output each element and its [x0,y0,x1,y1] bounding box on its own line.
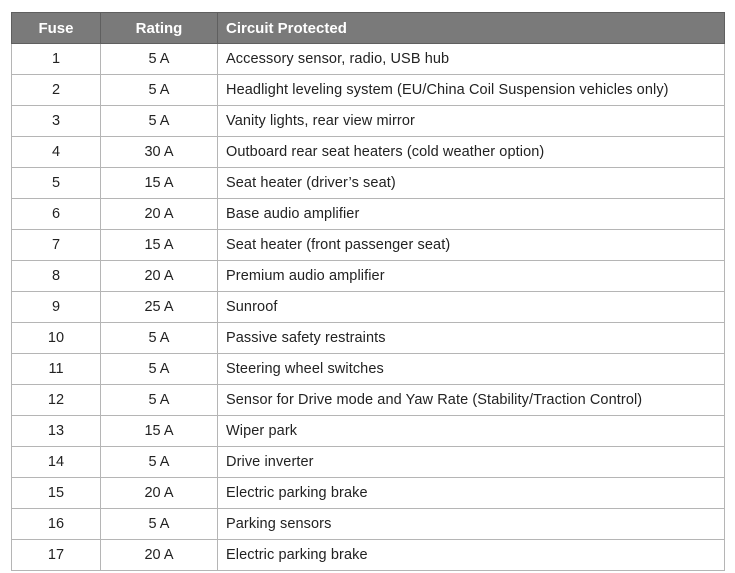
circuit-protected-cell: Seat heater (driver’s seat) [218,168,725,199]
fuse-number-cell: 5 [12,168,101,199]
rating-cell: 20 A [101,261,218,292]
fuse-number-cell: 2 [12,75,101,106]
rating-cell: 5 A [101,106,218,137]
column-header-fuse: Fuse [12,13,101,44]
table-row [12,230,725,261]
fuse-number-cell: 3 [12,106,101,137]
circuit-protected-cell: Passive safety restraints [218,323,725,354]
table-row [12,323,725,354]
circuit-protected-cell: Parking sensors [218,509,725,540]
table-row [12,385,725,416]
fuse-number-cell: 8 [12,261,101,292]
rating-cell: 5 A [101,323,218,354]
table-row [12,416,725,447]
table-row [12,478,725,509]
fuse-number-cell: 16 [12,509,101,540]
fuse-number-cell: 6 [12,199,101,230]
rating-cell: 15 A [101,230,218,261]
table-row [12,199,725,230]
fuse-number-cell: 1 [12,44,101,75]
table-row [12,75,725,106]
rating-cell: 30 A [101,137,218,168]
table-row [12,168,725,199]
circuit-protected-cell: Outboard rear seat heaters (cold weather option) [218,137,725,168]
rating-cell: 5 A [101,509,218,540]
header-row [12,13,725,44]
fuse-number-cell: 10 [12,323,101,354]
fuse-number-cell: 12 [12,385,101,416]
fuse-number-cell: 11 [12,354,101,385]
fuse-number-cell: 7 [12,230,101,261]
table-row [12,137,725,168]
rating-cell: 20 A [101,540,218,571]
fuse-table [11,12,725,571]
table-row [12,354,725,385]
circuit-protected-cell: Sunroof [218,292,725,323]
circuit-protected-cell: Accessory sensor, radio, USB hub [218,44,725,75]
fuse-number-cell: 15 [12,478,101,509]
rating-cell: 15 A [101,416,218,447]
circuit-protected-cell: Electric parking brake [218,540,725,571]
circuit-protected-cell: Wiper park [218,416,725,447]
table-row [12,292,725,323]
table-row [12,261,725,292]
table-row [12,540,725,571]
fuse-number-cell: 17 [12,540,101,571]
circuit-protected-cell: Seat heater (front passenger seat) [218,230,725,261]
circuit-protected-cell: Electric parking brake [218,478,725,509]
column-header-circuit: Circuit Protected [218,13,725,44]
circuit-protected-cell: Headlight leveling system (EU/China Coil Suspension vehicles only) [218,75,725,106]
circuit-protected-cell: Vanity lights, rear view mirror [218,106,725,137]
rating-cell: 5 A [101,75,218,106]
rating-cell: 5 A [101,44,218,75]
table-row [12,447,725,478]
table-row [12,44,725,75]
circuit-protected-cell: Base audio amplifier [218,199,725,230]
fuse-number-cell: 14 [12,447,101,478]
column-header-rating: Rating [101,13,218,44]
table-header [12,13,725,44]
table-row [12,509,725,540]
rating-cell: 5 A [101,385,218,416]
fuse-number-cell: 13 [12,416,101,447]
rating-cell: 5 A [101,447,218,478]
rating-cell: 25 A [101,292,218,323]
rating-cell: 5 A [101,354,218,385]
circuit-protected-cell: Drive inverter [218,447,725,478]
table-body [12,44,725,571]
circuit-protected-cell: Premium audio amplifier [218,261,725,292]
rating-cell: 20 A [101,199,218,230]
circuit-protected-cell: Steering wheel switches [218,354,725,385]
fuse-number-cell: 4 [12,137,101,168]
rating-cell: 15 A [101,168,218,199]
rating-cell: 20 A [101,478,218,509]
table-row [12,106,725,137]
circuit-protected-cell: Sensor for Drive mode and Yaw Rate (Stability/Traction Control) [218,385,725,416]
fuse-number-cell: 9 [12,292,101,323]
